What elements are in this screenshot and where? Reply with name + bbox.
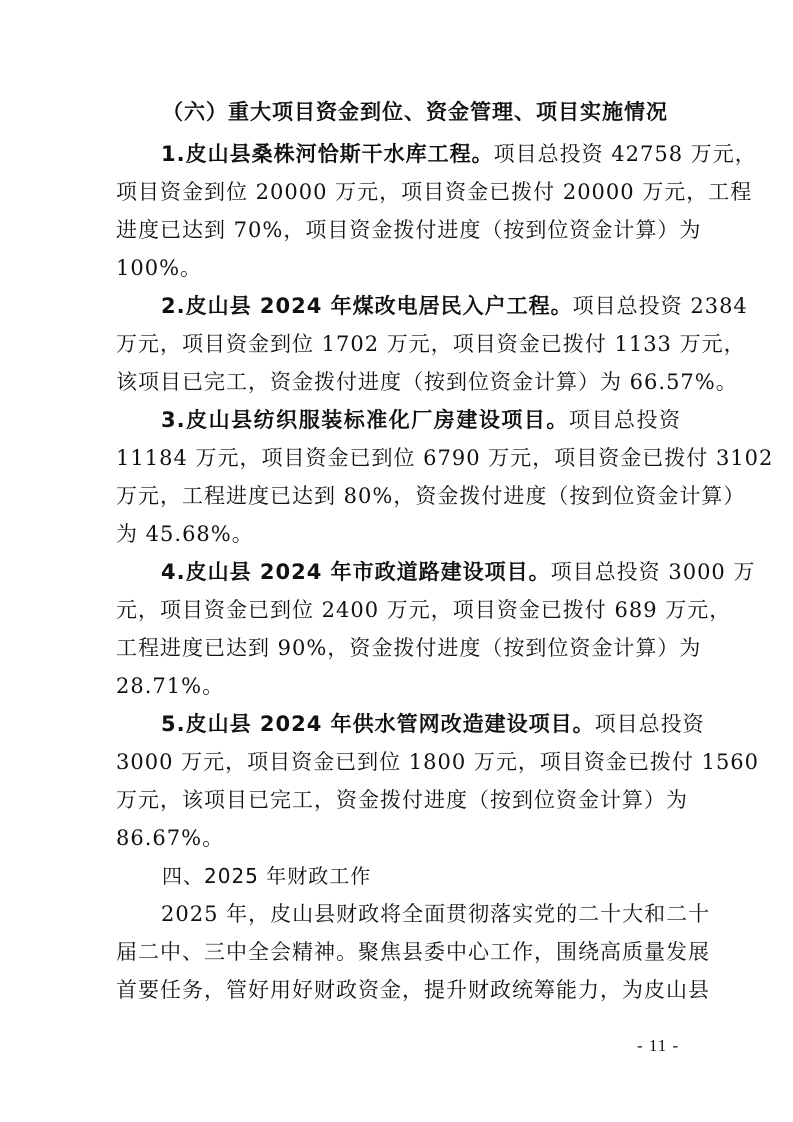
project-3-title: 3.皮山县纺织服装标准化厂房建设项目。 <box>161 408 569 432</box>
project-5-line-3: 万元，该项目已完工，资金拨付进度（按到位资金计算）为 <box>116 788 688 812</box>
project-1-title: 1.皮山县桑株河恰斯干水库工程。 <box>161 142 494 166</box>
project-2-line-1 <box>161 286 748 326</box>
project-3-text-1: 项目总投资 <box>568 408 681 432</box>
project-4-title: 4.皮山县 2024 年市政道路建设项目。 <box>161 560 551 584</box>
project-2-line-3: 该项目已完工，资金拨付进度（按到位资金计算）为 66.57%。 <box>116 370 738 394</box>
project-1-text-1: 项目总投资 42758 万元， <box>493 142 757 166</box>
project-2-text-1: 项目总投资 2384 <box>572 294 748 318</box>
project-3-line-2: 11184 万元，项目资金已到位 6790 万元，项目资金已拨付 3102 <box>116 446 774 470</box>
project-1-line-3: 进度已达到 70%，项目资金拨付进度（按到位资金计算）为 <box>116 218 702 242</box>
page-number: - 11 - <box>637 1036 680 1055</box>
project-4-line-1 <box>161 552 756 592</box>
project-2-line-2: 万元，项目资金到位 1702 万元，项目资金已拨付 1133 万元， <box>116 332 746 356</box>
project-3-line-4: 为 45.68%。 <box>116 522 254 546</box>
project-3-line-3: 万元，工程进度已达到 80%，资金拨付进度（按到位资金计算） <box>116 484 746 508</box>
project-1-line-4: 100%。 <box>116 256 203 280</box>
section-heading: （六）重大项目资金到位、资金管理、项目实施情况 <box>162 100 668 124</box>
project-5-title: 5.皮山县 2024 年供水管网改造建设项目。 <box>161 712 595 736</box>
project-5-line-4: 86.67%。 <box>116 826 225 850</box>
project-5-text-1: 项目总投资 <box>594 712 705 736</box>
closing-line-1: 2025 年，皮山县财政将全面贯彻落实党的二十大和二十 <box>161 902 711 926</box>
project-5-line-2: 3000 万元，项目资金已到位 1800 万元，项目资金已拨付 1560 <box>116 750 760 774</box>
project-5-line-1 <box>161 704 705 744</box>
project-4-line-3: 工程进度已达到 90%，资金拨付进度（按到位资金计算）为 <box>116 636 702 660</box>
project-4-line-4: 28.71%。 <box>116 674 225 698</box>
closing-line-3: 首要任务，管好用好财政资金，提升财政统筹能力，为皮山县 <box>116 978 710 1002</box>
project-4-text-1: 项目总投资 3000 万 <box>550 560 756 584</box>
part-heading: 四、2025 年财政工作 <box>162 864 372 888</box>
project-4-line-2: 元，项目资金已到位 2400 万元，项目资金已拨付 689 万元， <box>116 598 732 622</box>
project-1-line-2: 项目资金到位 20000 万元，项目资金已拨付 20000 万元，工程 <box>116 180 753 204</box>
project-1-line-1 <box>161 134 757 174</box>
project-3-line-1 <box>161 400 681 440</box>
closing-line-2: 届二中、三中全会精神。聚焦县委中心工作，围绕高质量发展 <box>116 940 710 964</box>
project-2-title: 2.皮山县 2024 年煤改电居民入户工程。 <box>161 294 573 318</box>
